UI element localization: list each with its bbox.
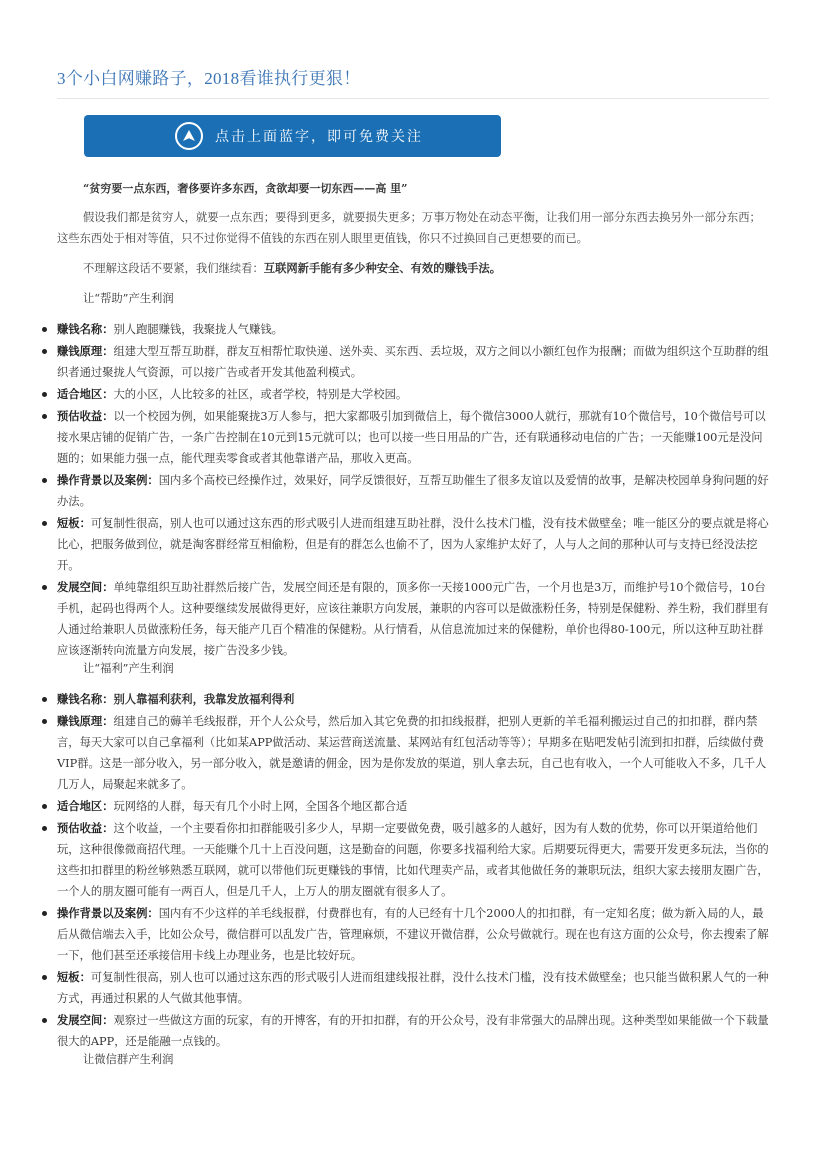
item-text: 大的小区，人比较多的社区，或者学校，特别是大学校园。 <box>113 388 408 401</box>
item-label: 赚钱名称： <box>57 692 114 706</box>
section-heading-help: 让“帮助”产生利润 <box>83 292 174 305</box>
item-label: 赚钱名称： <box>57 322 114 336</box>
section-help-list <box>38 319 772 661</box>
title-divider <box>57 98 769 99</box>
section-heading-wechat: 让微信群产生利润 <box>83 1053 174 1066</box>
continue-paragraph <box>38 258 772 279</box>
section-welfare-list <box>38 689 772 1052</box>
item-text: 别人靠福利获利，我靠发放福利得利 <box>113 692 295 706</box>
list-item <box>38 711 772 795</box>
item-text: 以一个校园为例，如果能聚拢3万人参与，把大家都吸引加到微信上，每个微信3000人就行，那就有10个微信号，10个微信号可以接水果店铺的促销广告，一条广告控制在10元到15元就可以；也可以接一些日用品的广告，还有联通移动电信的广告；一天能赚100元是没问题的；如果能力强一点，能代理卖零食或者其他靠谱产品，那收入更高。 <box>57 410 766 465</box>
list-item <box>38 319 772 340</box>
list-item <box>38 384 772 405</box>
article-body <box>38 178 772 1080</box>
list-item <box>38 406 772 469</box>
list-item <box>38 903 772 966</box>
item-text: 观察过一些做这方面的玩家，有的开博客，有的开扣扣群，有的开公众号，没有非常强大的品牌出现。这种类型如果能做一个下载量很大的APP，还是能融一点钱的。 <box>57 1014 769 1048</box>
item-label: 发展空间： <box>57 1013 114 1027</box>
item-text: 可复制性很高，别人也可以通过这东西的形式吸引人进而组建互助社群，没什么技术门槛，没有技术做壁垒；唯一能区分的要点就是将心比心，把服务做到位，就是淘客群经常互相偷粉，但是有的群怎么也偷不了，因为人家维护太好了，人与人之间的那种认可与支持已经没法挖开。 <box>57 517 769 572</box>
section-heading-welfare: 让“福利”产生利润 <box>83 662 174 675</box>
list-item <box>38 796 772 817</box>
list-item <box>38 1010 772 1052</box>
item-label: 赚钱原理： <box>57 344 114 358</box>
item-text: 组建自己的薅羊毛线报群，开个人公众号，然后加入其它免费的扣扣线报群，把别人更新的羊毛福利搬运过自己的扣扣群，群内禁言，每天大家可以自己拿福利（比如某APP做活动、某运营商送流量、某网站有红包活动等等）；早期多在贴吧发帖引流到扣扣群，后续做付费VIP群。这是一部分收入，另一部分收入，就是邀请的佣金，因为是你发放的渠道，别人拿去玩，自己也有收入，一个人可能收入不多，几千人几万人，局聚起来就多了。 <box>57 715 767 791</box>
list-item <box>38 577 772 661</box>
list-item <box>38 967 772 1009</box>
item-label: 发展空间： <box>57 580 114 594</box>
quote: “贫穷要一点东西，奢侈要许多东西，贪欲却要一切东西——高 里” <box>83 182 408 195</box>
item-text: 可复制性很高，别人也可以通过这东西的形式吸引人进而组建线报社群，没什么技术门槛，没有技术做壁垒；也只能当做积累人气的一种方式，再通过积累的人气做其他事情。 <box>57 971 769 1005</box>
item-text: 这个收益，一个主要看你扣扣群能吸引多少人，早期一定要做免费，吸引越多的人越好，因为有人数的优势，你可以开渠道给他们玩，这种很像微商招代理。一天能赚个几十上百没问题，这是勤奋的问题，你要多找福利给大家。后期要玩得更大，需要开发更多玩法，当你的这些扣扣群里的粉丝够熟悉互联网，就可以带他们玩更赚钱的事情，比如代理卖产品，或者其他做任务的兼职玩法，组织大家去接朋友圈广告，一个人的朋友圈可能有一两百人，但是几千人，上万人的朋友圈就有很多人了。 <box>57 822 769 898</box>
item-label: 赚钱原理： <box>57 714 114 728</box>
item-text: 单纯靠组织互助社群然后接广告，发展空间还是有限的，顶多你一天接1000元广告，一个月也是3万，而维护号10个微信号，10台手机，起码也得两个人。这种要继续发展做得更好，应该往兼职方向发展，兼职的内容可以是做涨粉任务，特别是保健粉、养生粉，我们群里有人通过给兼职人员做涨粉任务，每天能产几百个精准的保健粉。从行情看，从信息流加过来的保健粉，单价也得80-100元，所以这种互助社群应该逐渐转向流量方向发展，接广告没多少钱。 <box>57 581 769 657</box>
item-label: 操作背景以及案例： <box>57 906 159 920</box>
item-label: 适合地区： <box>57 387 114 401</box>
item-label: 预估收益： <box>57 409 114 423</box>
list-item <box>38 513 772 576</box>
item-label: 适合地区： <box>57 799 114 813</box>
item-text: 国内多个高校已经操作过，效果好，同学反馈很好，互帮互助催生了很多友谊以及爱情的故事，是解决校园单身狗问题的好办法。 <box>57 474 769 508</box>
item-text: 组建大型互帮互助群，群友互相帮忙取快递、送外卖、买东西、丢垃圾，双方之间以小额红包作为报酬；而做为组织这个互助群的组织者通过聚拢人气资源，可以接广告或者开发其他盈利模式。 <box>57 345 769 379</box>
item-text: 玩网络的人群，每天有几个小时上网，全国各个地区都合适 <box>113 800 408 813</box>
up-arrow-circle-icon <box>175 122 203 150</box>
list-item <box>38 341 772 383</box>
item-label: 短板： <box>57 516 91 530</box>
intro-paragraph: 假设我们都是贫穷人，就要一点东西；要得到更多，就要损失更多；万事万物处在动态平衡，让我们用一部分东西去换另外一部分东西；这些东西处于相对等值，只不过你觉得不值钱的东西在别人眼里更值钱，你只不过换回自己更想要的而已。 <box>57 211 761 245</box>
item-text: 别人跑腿赚钱，我聚拢人气赚钱。 <box>113 323 283 336</box>
item-text: 国内有不少这样的羊毛线报群，付费群也有，有的人已经有十几个2000人的扣扣群，有一定知名度；做为新入局的人，最后从微信端去入手，比如公众号，微信群可以乱发广告，管理麻烦，不建议开微信群，公众号做就行。现在也有这方面的公众号，你去搜索了解一下，他们甚至还承接信用卡线上办理业务，也是比较好玩。 <box>57 907 769 962</box>
list-item <box>38 818 772 902</box>
continue-emphasis: 互联网新手能有多少种安全、有效的赚钱手法。 <box>263 261 502 275</box>
banner-text: 点击上面蓝字，即可免费关注 <box>215 129 423 145</box>
item-label: 短板： <box>57 970 91 984</box>
item-label: 预估收益： <box>57 821 114 835</box>
article-title: 3个小白网赚路子，2018看谁执行更狠！ <box>57 69 361 88</box>
follow-banner[interactable] <box>84 115 501 157</box>
list-item <box>38 689 772 710</box>
item-label: 操作背景以及案例： <box>57 473 159 487</box>
continue-prefix: 不理解这段话不要紧，我们继续看： <box>83 262 264 275</box>
list-item <box>38 470 772 512</box>
